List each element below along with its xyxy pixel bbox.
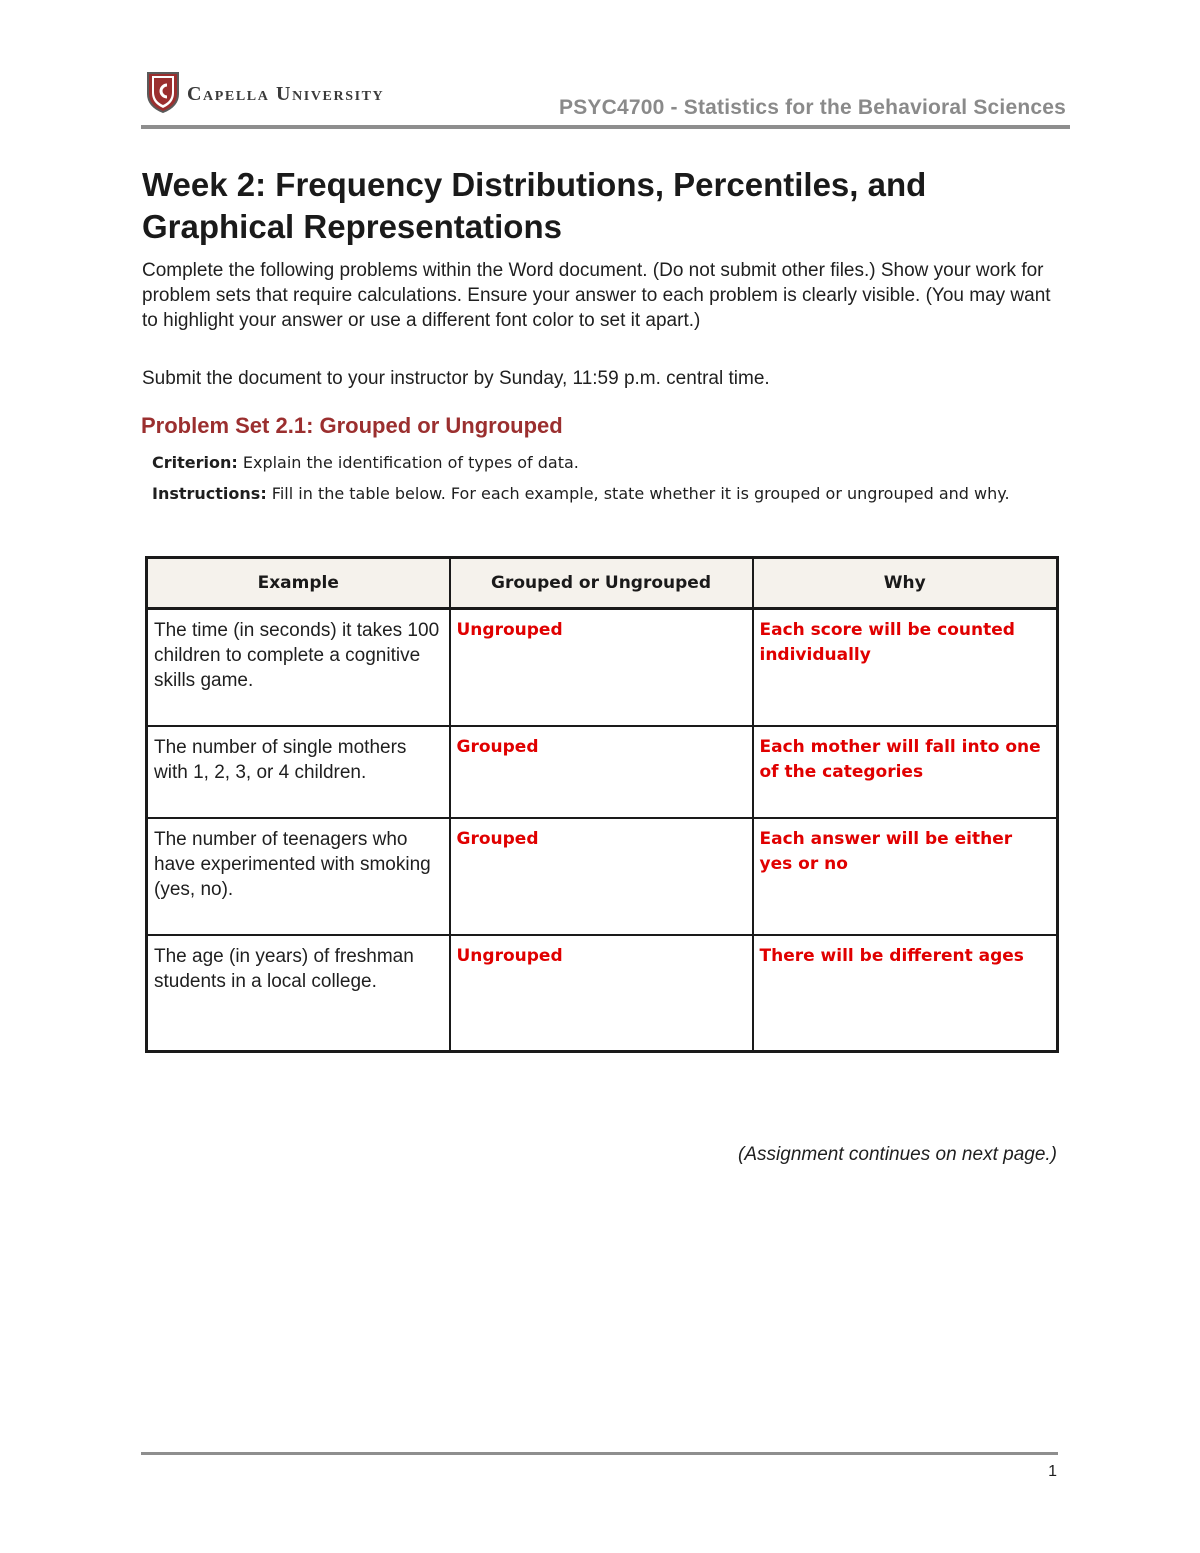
column-header-why: Why <box>753 558 1058 609</box>
example-cell: The age (in years) of freshman students in a local college. <box>147 935 450 1052</box>
instructions-line <box>152 483 1042 504</box>
example-cell: The number of teenagers who have experimented with smoking (yes, no). <box>147 818 450 935</box>
header-divider <box>141 125 1070 129</box>
shield-icon <box>145 70 181 114</box>
course-title: PSYC4700 - Statistics for the Behavioral Sciences <box>558 96 1066 119</box>
answer-cell: Grouped <box>450 726 753 818</box>
example-cell: The number of single mothers with 1, 2, 3, or 4 children. <box>147 726 450 818</box>
why-cell: Each score will be counted individually <box>753 609 1058 726</box>
table-header-row <box>147 558 1058 609</box>
footer-divider <box>141 1452 1058 1455</box>
logo-wordmark: Capella University <box>187 83 385 105</box>
grouped-ungrouped-table <box>145 556 1059 1053</box>
example-cell: The time (in seconds) it takes 100 children to complete a cognitive skills game. <box>147 609 450 726</box>
intro-paragraph: Complete the following problems within the Word document. (Do not submit other files.) Show your work for problem sets that require calculations. Ensure your answer to each problem is clearly visible. (You may want to highlight your answer or use a different font color to set it apart.) <box>142 260 1051 331</box>
why-cell: Each mother will fall into one of the categories <box>753 726 1058 818</box>
table-row <box>147 935 1058 1052</box>
column-header-grouped: Grouped or Ungrouped <box>450 558 753 609</box>
submission-instructions: Submit the document to your instructor by Sunday, 11:59 p.m. central time. <box>142 368 770 389</box>
instructions-text: Fill in the table below. For each example, state whether it is grouped or ungrouped and why. <box>266 484 1010 503</box>
instructions-label: Instructions: <box>152 484 267 503</box>
answer-cell: Ungrouped <box>450 609 753 726</box>
criterion-line <box>152 452 1042 473</box>
table-row <box>147 609 1058 726</box>
table-row <box>147 726 1058 818</box>
page-title: Week 2: Frequency Distributions, Percentiles, and Graphical Representations <box>142 166 927 245</box>
problem-set-heading: Problem Set 2.1: Grouped or Ungrouped <box>141 413 563 438</box>
column-header-example: Example <box>147 558 450 609</box>
page-header <box>141 66 1070 128</box>
criterion-label: Criterion: <box>152 453 238 472</box>
answer-cell: Grouped <box>450 818 753 935</box>
capella-logo <box>145 70 384 114</box>
criterion-text: Explain the identification of types of data. <box>237 453 579 472</box>
continue-note: (Assignment continues on next page.) <box>738 1144 1057 1165</box>
table-row <box>147 818 1058 935</box>
why-cell: There will be different ages <box>753 935 1058 1052</box>
why-cell: Each answer will be either yes or no <box>753 818 1058 935</box>
page-number: 1 <box>1048 1463 1057 1480</box>
answer-cell: Ungrouped <box>450 935 753 1052</box>
